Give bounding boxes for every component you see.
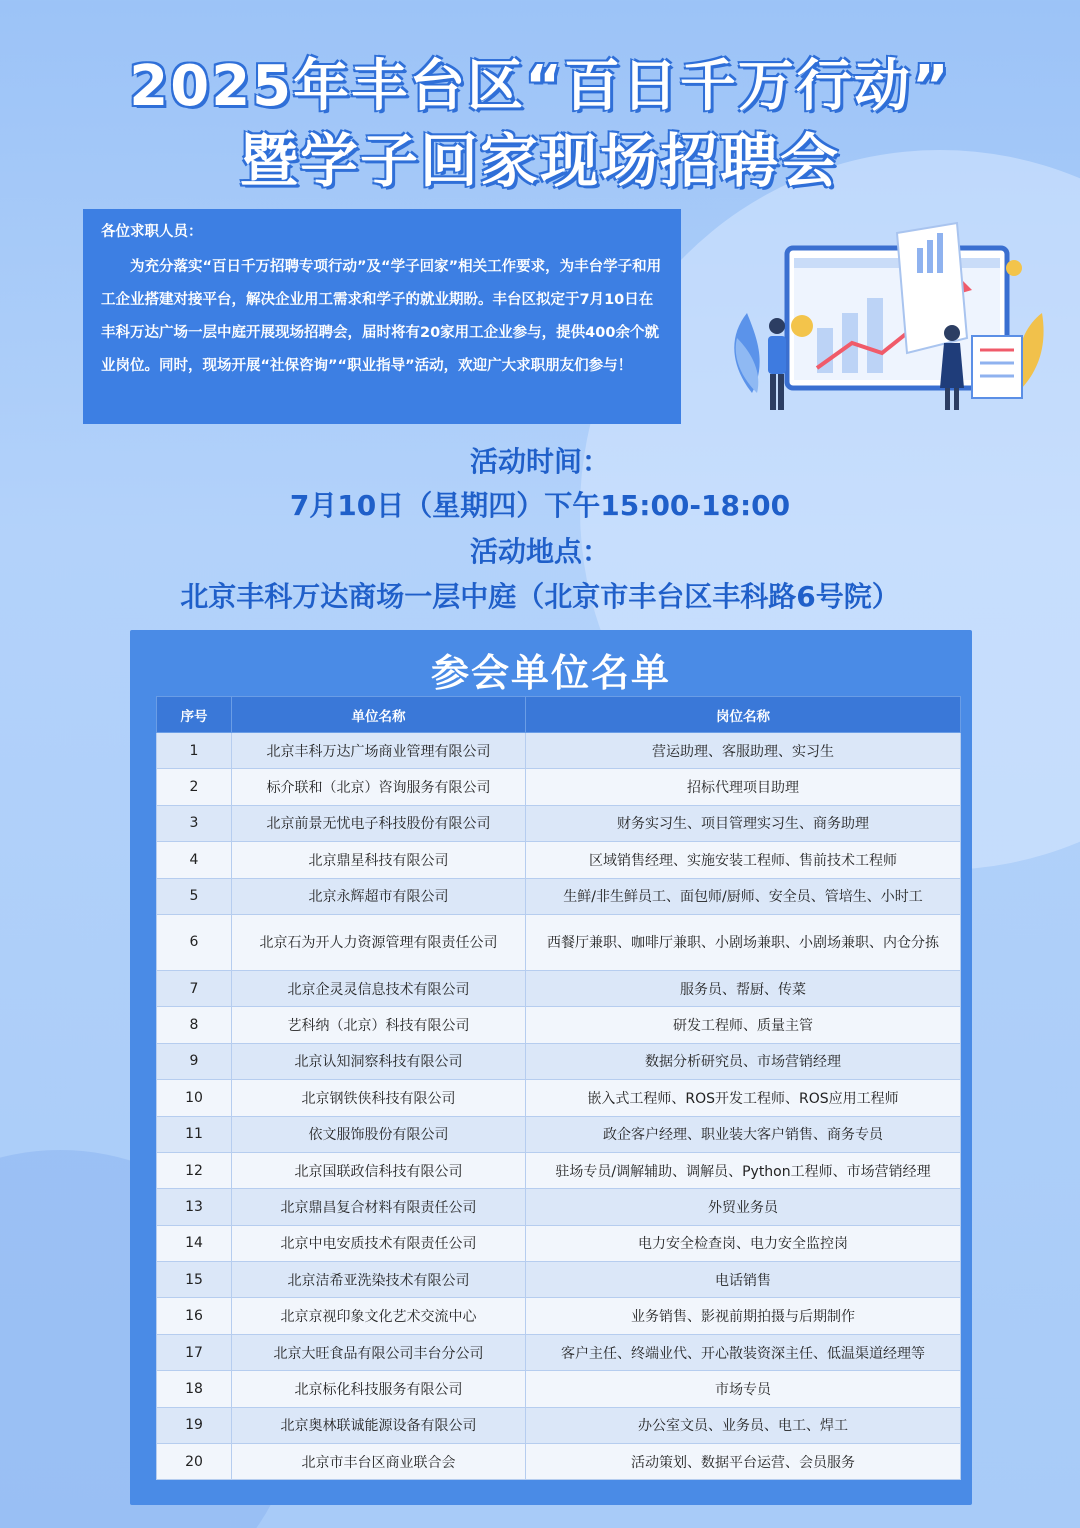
table-row (157, 1043, 961, 1079)
cell-positions: 业务销售、影视前期拍摄与后期制作 (526, 1298, 961, 1334)
table-row (157, 1080, 961, 1116)
header-no: 序号 (157, 697, 232, 733)
cell-no: 12 (157, 1152, 232, 1188)
page-title-line-1: 2025年丰台区“百日千万行动” (129, 54, 951, 119)
cell-company-name: 北京认知洞察科技有限公司 (232, 1043, 526, 1079)
cell-company-name: 依文服饰股份有限公司 (232, 1116, 526, 1152)
page-title-line-2: 暨学子回家现场招聘会 (239, 127, 840, 195)
event-place: 北京丰科万达商场一层中庭（北京市丰台区丰科路6号院） (180, 580, 900, 613)
cell-no: 16 (157, 1298, 232, 1334)
cell-company-name: 北京大旺食品有限公司丰台分公司 (232, 1334, 526, 1370)
cell-positions: 电力安全检查岗、电力安全监控岗 (526, 1225, 961, 1261)
cell-company-name: 北京钢铁侠科技有限公司 (232, 1080, 526, 1116)
cell-positions: 西餐厅兼职、咖啡厅兼职、小剧场兼职、小剧场兼职、内仓分拣 (526, 914, 961, 970)
cell-no: 7 (157, 970, 232, 1006)
cell-company-name: 北京国联政信科技有限公司 (232, 1152, 526, 1188)
cell-positions: 生鲜/非生鲜员工、面包师/厨师、安全员、管培生、小时工 (526, 878, 961, 914)
cell-no: 3 (157, 805, 232, 841)
cell-positions: 嵌入式工程师、ROS开发工程师、ROS应用工程师 (526, 1080, 961, 1116)
cell-company-name: 北京京视印象文化艺术交流中心 (232, 1298, 526, 1334)
cell-no: 11 (157, 1116, 232, 1152)
cell-positions: 客户主任、终端业代、开心散装资深主任、低温渠道经理等 (526, 1334, 961, 1370)
table-row (157, 970, 961, 1006)
table-row (157, 805, 961, 841)
cell-company-name: 北京中电安质技术有限责任公司 (232, 1225, 526, 1261)
cell-no: 8 (157, 1007, 232, 1043)
cell-company-name: 北京鼎昌复合材料有限责任公司 (232, 1189, 526, 1225)
header-company-name: 单位名称 (232, 697, 526, 733)
cell-positions: 电话销售 (526, 1262, 961, 1298)
cell-positions: 研发工程师、质量主管 (526, 1007, 961, 1043)
table-row (157, 878, 961, 914)
report-illustration (722, 218, 1062, 418)
cell-positions: 活动策划、数据平台运营、会员服务 (526, 1444, 961, 1480)
intro-body: 为充分落实“百日千万招聘专项行动”及“学子回家”相关工作要求，为丰台学子和用工企业搭建对接平台，解决企业用工需求和学子的就业期盼。丰台区拟定于7月10日在丰科万达广场一层中庭开展现场招聘会，届时将有20家用工企业参与，提供400余个就业岗位。同时，现场开展“社保咨询”“职业指导”活动，欢迎广大求职朋友们参与！ (101, 259, 662, 374)
cell-no: 6 (157, 914, 232, 970)
cell-company-name: 北京标化科技服务有限公司 (232, 1371, 526, 1407)
table-row (157, 1298, 961, 1334)
event-time-label: 活动时间： (469, 445, 610, 478)
cell-company-name: 北京市丰台区商业联合会 (232, 1444, 526, 1480)
cell-company-name: 北京鼎星科技有限公司 (232, 842, 526, 878)
cell-positions: 数据分析研究员、市场营销经理 (526, 1043, 961, 1079)
cell-positions: 服务员、帮厨、传菜 (526, 970, 961, 1006)
cell-no: 17 (157, 1334, 232, 1370)
table-row (157, 1334, 961, 1370)
cell-no: 15 (157, 1262, 232, 1298)
cell-positions: 区域销售经理、实施安装工程师、售前技术工程师 (526, 842, 961, 878)
cell-positions: 驻场专员/调解辅助、调解员、Python工程师、市场营销经理 (526, 1152, 961, 1188)
company-list-title: 参会单位名单 (430, 651, 671, 695)
cell-positions: 政企客户经理、职业装大客户销售、商务专员 (526, 1116, 961, 1152)
company-rows (157, 733, 961, 1480)
cell-company-name: 北京前景无忧电子科技股份有限公司 (232, 805, 526, 841)
cell-company-name: 北京永辉超市有限公司 (232, 878, 526, 914)
table-row (157, 769, 961, 805)
table-row (157, 1371, 961, 1407)
company-table (156, 696, 961, 1480)
cell-no: 18 (157, 1371, 232, 1407)
event-place-label: 活动地点： (469, 535, 610, 568)
cell-company-name: 北京企灵灵信息技术有限公司 (232, 970, 526, 1006)
cell-company-name: 标介联和（北京）咨询服务有限公司 (232, 769, 526, 805)
cell-no: 20 (157, 1444, 232, 1480)
intro-notice (83, 209, 681, 424)
cell-no: 1 (157, 733, 232, 769)
cell-positions: 外贸业务员 (526, 1189, 961, 1225)
cell-company-name: 北京洁希亚洗染技术有限公司 (232, 1262, 526, 1298)
cell-no: 5 (157, 878, 232, 914)
cell-no: 13 (157, 1189, 232, 1225)
cell-no: 19 (157, 1407, 232, 1443)
cell-company-name: 北京石为开人力资源管理有限责任公司 (232, 914, 526, 970)
table-row (157, 1189, 961, 1225)
cell-positions: 财务实习生、项目管理实习生、商务助理 (526, 805, 961, 841)
table-row (157, 1007, 961, 1043)
cell-no: 4 (157, 842, 232, 878)
cell-no: 14 (157, 1225, 232, 1261)
table-row (157, 1225, 961, 1261)
table-row (157, 1116, 961, 1152)
table-row (157, 1407, 961, 1443)
cell-company-name: 北京奥林联诚能源设备有限公司 (232, 1407, 526, 1443)
table-row (157, 842, 961, 878)
table-row (157, 914, 961, 970)
table-row (157, 1444, 961, 1480)
cell-company-name: 北京丰科万达广场商业管理有限公司 (232, 733, 526, 769)
intro-greeting: 各位求职人员： (101, 224, 203, 240)
table-row (157, 733, 961, 769)
event-time: 7月10日（星期四）下午15:00-18:00 (289, 489, 791, 522)
cell-company-name: 艺科纳（北京）科技有限公司 (232, 1007, 526, 1043)
cell-positions: 营运助理、客服助理、实习生 (526, 733, 961, 769)
cell-positions: 办公室文员、业务员、电工、焊工 (526, 1407, 961, 1443)
table-row (157, 1262, 961, 1298)
cell-positions: 招标代理项目助理 (526, 769, 961, 805)
cell-positions: 市场专员 (526, 1371, 961, 1407)
cell-no: 9 (157, 1043, 232, 1079)
cell-no: 2 (157, 769, 232, 805)
table-header-row (157, 697, 961, 733)
table-row (157, 1152, 961, 1188)
header-positions: 岗位名称 (526, 697, 961, 733)
cell-no: 10 (157, 1080, 232, 1116)
